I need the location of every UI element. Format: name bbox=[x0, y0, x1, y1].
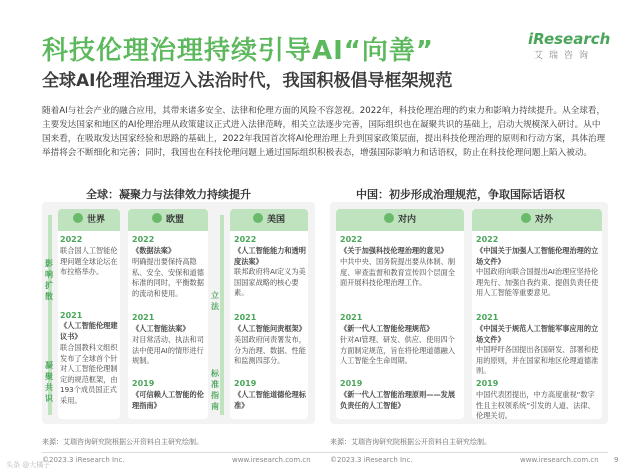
foreign-item-2022-title: 《中国关于加强人工智能伦理治理的立场文件》 bbox=[476, 246, 599, 266]
side-label-consensus: 凝聚共识 bbox=[45, 361, 53, 403]
iresearch-logo bbox=[528, 30, 611, 76]
us-column bbox=[230, 209, 308, 419]
domestic-item-2022-title: 《关于加强科技伦理治理的意见》 bbox=[340, 246, 448, 255]
logo-brand: iResearch bbox=[528, 30, 611, 48]
world-title: 世界 bbox=[86, 215, 105, 225]
foreign-item-2021-title: 《中国关于规范人工智能军事应用的立场文件》 bbox=[476, 324, 599, 344]
logo-cn: 艾瑞咨询 bbox=[534, 51, 595, 61]
domestic-title: 对内 bbox=[397, 215, 416, 225]
foreign-item-2021-desc: 中国呼吁各国提出各国研发、部署和使用的原则，并在国家和地区伦理道德准则。 bbox=[476, 345, 599, 375]
us-year-2019: 2019 bbox=[234, 379, 257, 388]
domestic-item-2021-desc: 针对AI管理、研发、供应、使用四个方面制定规范，旨在将伦理道德融入人工智能全生命周期。 bbox=[340, 335, 456, 365]
side-label-impact: 影响扩散 bbox=[45, 259, 53, 301]
footer-divider bbox=[42, 452, 608, 453]
world-item-2021-desc: 联合国教科文组织发布了全球首个针对人工智能伦理制定的规范框架，由193个成员国正式采用。 bbox=[60, 343, 118, 405]
foreign-year-2022: 2022 bbox=[476, 235, 499, 244]
eu-flag-icon bbox=[152, 213, 162, 223]
foreign-year-2021: 2021 bbox=[476, 313, 499, 322]
foreign-header bbox=[472, 209, 602, 231]
domestic-year-2021: 2021 bbox=[340, 313, 363, 322]
us-item-2021-title: 《人工智能问责框架》 bbox=[234, 324, 306, 333]
page-title: 科技伦理治理持续引导AI“向善” bbox=[42, 36, 434, 66]
source-note-right: 来源：艾瑞咨询研究院根据公开资料自主研究绘制。 bbox=[330, 438, 491, 446]
us-item-2021-desc: 美国政府问责署发布，分为治理、数据、性能和监测四部分。 bbox=[234, 335, 306, 365]
us-flag-icon bbox=[253, 213, 263, 223]
megaphone-icon bbox=[521, 213, 531, 223]
world-year-2022: 2022 bbox=[60, 235, 83, 244]
copyright-right: ©2023.3 iResearch Inc. bbox=[330, 456, 413, 464]
world-item-2021-title: 《人工智能伦理建议书》 bbox=[60, 321, 118, 341]
side-label-standards: 标准指南 bbox=[211, 369, 219, 411]
us-item-2022-desc: 联邦政府将AI定义为美国国家战略的核心要素。 bbox=[234, 267, 306, 297]
eu-title: 欧盟 bbox=[165, 215, 184, 225]
eu-year-2019: 2019 bbox=[132, 379, 155, 388]
world-item-2022: 联合国人工智能伦理问题全球论坛在布拉格举办。 bbox=[60, 246, 118, 276]
page-subtitle: 全球AI伦理治理迈入法治时代，我国积极倡导框架规范 bbox=[42, 71, 453, 91]
shield-icon bbox=[384, 213, 394, 223]
source-note-left: 来源：艾瑞咨询研究院根据公开资料自主研究绘制。 bbox=[42, 438, 203, 446]
eu-item-2022-desc: 明确提出要保持高隐私、安全、安保和道德标准的同时，平衡数据的流动和使用。 bbox=[132, 257, 204, 298]
eu-item-2022-title: 《数据法案》 bbox=[132, 246, 176, 255]
eu-item-2019: 《可信赖人工智能的伦理指南》 bbox=[132, 390, 204, 410]
eu-year-2022: 2022 bbox=[132, 235, 155, 244]
domestic-item-2022-desc: 中共中央、国务院提出要从体制、制度、审查监督和教育宣传四个层面全面开展科技伦理治理工作。 bbox=[340, 257, 456, 287]
domestic-year-2022: 2022 bbox=[340, 235, 363, 244]
intro-paragraph: 随着AI与社会产业的融合应用，其带来诸多安全、法律和伦理方面的风险不容忽视。2022年，科技伦理治理的约束力和影响力持续提升。从全球看，主要发达国家和地区的AI伦理治理从政策建议正式进入法律范畴，相关立法逐步完善，国际组织也在凝聚共识的基础上，启动大规模深入研讨。从中国来看，在吸取发达国家经验和思路的基础上，2022年我国首次将AI伦理治理上升到国家政策层面，提出科技伦理治理的原则和行动方案，具体治理举措将会不断细化和完善；同时，我国也在科技伦理问题上通过国际组织积极表态，增强国际影响力和话语权，防止在科技伦理问题上陷入被动。 bbox=[42, 106, 606, 158]
eu-year-2021: 2021 bbox=[132, 313, 155, 322]
world-header bbox=[58, 209, 120, 231]
china-heading: 中国：初步形成治理规范，争取国际话语权 bbox=[356, 188, 565, 201]
foreign-title: 对外 bbox=[534, 215, 553, 225]
us-year-2021: 2021 bbox=[234, 313, 257, 322]
globe-icon bbox=[73, 213, 83, 223]
url-right[interactable]: www.iresearch.com.cn bbox=[520, 456, 599, 464]
domestic-column bbox=[336, 209, 464, 419]
page-number: 9 bbox=[614, 456, 619, 464]
domestic-item-2021-title: 《新一代人工智能伦理规范》 bbox=[340, 324, 434, 333]
url-left[interactable]: www.iresearch.com.cn bbox=[232, 456, 311, 464]
eu-header bbox=[128, 209, 208, 231]
foreign-item-2019-desc: 中国代表团提出，中方高度重视“数字性且主权领系统”引发的人道、法律、伦理关切。 bbox=[476, 390, 595, 420]
foreign-year-2019: 2019 bbox=[476, 379, 499, 388]
side-label-legislation: 立法 bbox=[211, 291, 219, 311]
foreign-item-2022-desc: 中国政府向联合国提出AI治理应坚持伦理先行、加强自我约束、提倡负责任使用人工智能等重要意见。 bbox=[476, 267, 599, 297]
world-column bbox=[58, 209, 120, 419]
domestic-year-2019: 2019 bbox=[340, 379, 363, 388]
global-heading: 全球：凝聚力与法律效力持续提升 bbox=[86, 188, 251, 201]
watermark: 头条 @大橘子 bbox=[6, 461, 51, 469]
domestic-header bbox=[336, 209, 464, 231]
eu-column bbox=[128, 209, 208, 419]
us-item-2019: 《人工智能道德伦理标准》 bbox=[234, 390, 306, 410]
foreign-column bbox=[472, 209, 602, 419]
eu-item-2021-title: 《人工智能法案》 bbox=[132, 324, 190, 333]
eu-item-2021-desc: 对目常活动、执法和司法中使用AI的情形进行规制。 bbox=[132, 335, 204, 365]
us-item-2022-title: 《人工智能能力和透明度法案》 bbox=[234, 246, 306, 266]
copyright-left: ©2023.3 iResearch Inc. bbox=[42, 456, 125, 464]
us-title: 美国 bbox=[266, 215, 285, 225]
domestic-item-2019: 《新一代人工智能治理原则——发展负责任的人工智能》 bbox=[340, 390, 456, 410]
us-year-2022: 2022 bbox=[234, 235, 257, 244]
us-header bbox=[230, 209, 308, 231]
world-year-2021: 2021 bbox=[60, 311, 83, 320]
